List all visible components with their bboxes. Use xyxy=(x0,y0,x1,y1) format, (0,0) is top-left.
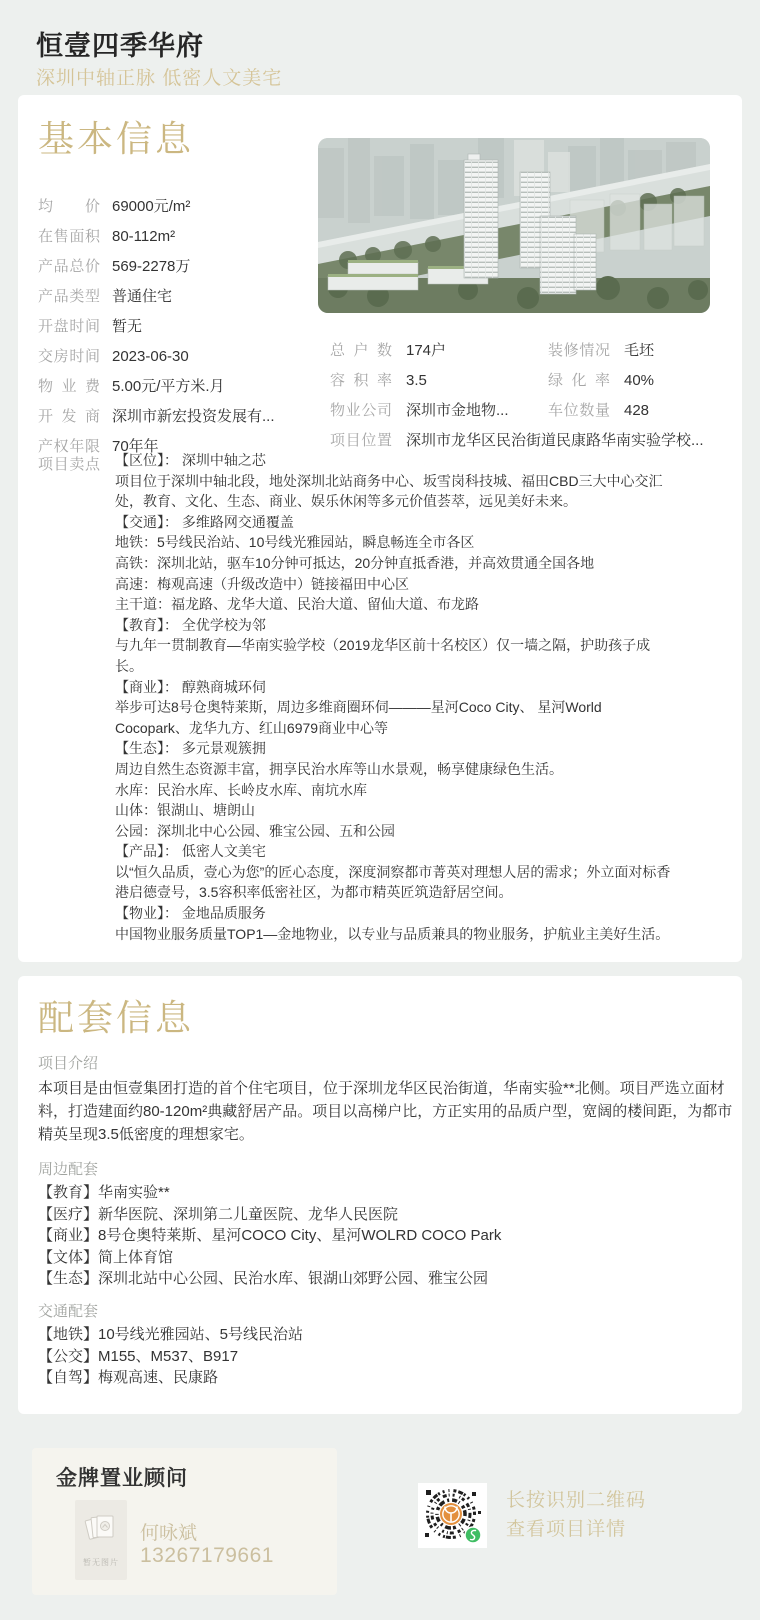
info-label: 开盘时间 xyxy=(38,318,100,335)
project-location-value: 深圳市龙华区民治街道民康路华南实验学校... xyxy=(406,432,704,449)
consultant-phone[interactable]: 13267179661 xyxy=(140,1544,274,1567)
project-intro-text: 本项目是由恒壹集团打造的首个住宅项目，位于深圳龙华区民治街道，华南实验**北侧。项目严选立面材料，打造建面约80-120m²典藏舒居产品。项目以高梯户比，方正实用的品质户型，宽阔的楼间距，为都市精英呈现3.5低密度的理想家宅。 xyxy=(38,1080,733,1143)
right-rows xyxy=(330,336,734,426)
qr-hint-line1: 长按识别二维码 xyxy=(506,1490,647,1511)
info-value: 80-112m² xyxy=(112,228,176,245)
info-value: 毛坯 xyxy=(624,342,655,359)
info-label: 产品总价 xyxy=(38,258,100,275)
info-label: 均价 xyxy=(38,198,100,215)
info-label: 物业费 xyxy=(38,378,100,395)
info-row xyxy=(38,192,323,222)
basic-info-right-column xyxy=(330,336,734,456)
info-label: 产权年限 xyxy=(38,438,100,455)
info-value: 40% xyxy=(624,372,655,389)
selling-point-line: 港启德壹号，3.5容积率低密社区，为都市精英匠筑造舒居空间。 xyxy=(115,884,513,901)
info-label: 在售面积 xyxy=(38,228,100,245)
facilities-heading: 配套信息 xyxy=(38,997,195,1038)
info-label: 项目位置 xyxy=(330,432,392,449)
info-row xyxy=(38,342,323,372)
selling-point-line: 举步可达8号仓奥特莱斯，周边多维商圈环伺———星河Coco City、 星河World xyxy=(115,699,602,716)
info-label: 产品类型 xyxy=(38,288,100,305)
project-rendering-image xyxy=(318,138,710,313)
info-row xyxy=(38,282,323,312)
info-value: 5.00元/平方米.月 xyxy=(112,378,225,395)
selling-point-line: 水库：民治水库、长岭皮水库、南坑水库 xyxy=(115,781,367,798)
selling-point-line: 项目位于深圳中轴北段，地处深圳北站商务中心、坂雪岗科技城、福田CBD三大中心交汇 xyxy=(115,472,663,489)
project-qr-code[interactable] xyxy=(418,1483,487,1548)
info-value: 2023-06-30 xyxy=(112,348,189,365)
page-title: 恒壹四季华府 xyxy=(36,31,204,61)
facility-item: 【商业】8号仓奥特莱斯、星河COCO City、星河WOLRD COCO Park xyxy=(38,1227,502,1244)
selling-point-line: 【教育】： 全优学校为邻 xyxy=(115,616,266,633)
selling-point-line: 地铁：5号线民治站、10号线光雅园站，瞬息畅连全市各区 xyxy=(115,534,475,551)
facility-item: 【文体】简上体育馆 xyxy=(38,1248,174,1266)
info-value: 428 xyxy=(624,402,650,419)
info-row xyxy=(330,336,734,366)
selling-point-line: 公园：深圳北中心公园、雅宝公园、五和公园 xyxy=(115,822,395,839)
selling-point-line: 【生态】： 多元景观簇拥 xyxy=(115,740,266,757)
photo-placeholder-text: 暂无图片 xyxy=(83,1558,119,1567)
selling-point-line: 周边自然生态资源丰富，拥享民治水库等山水景观，畅享健康绿色生活。 xyxy=(115,760,563,777)
info-row xyxy=(38,222,323,252)
facility-item: 【自驾】梅观高速、民康路 xyxy=(38,1369,219,1386)
selling-point-line: 【物业】： 金地品质服务 xyxy=(115,905,266,922)
info-value: 569-2278万 xyxy=(112,258,191,275)
selling-point-line: 【产品】： 低密人文美宅 xyxy=(115,843,266,860)
selling-point-line: 高铁：深圳北站，驱车10分钟可抵达，20分钟直抵香港，并高效贯通全国各地 xyxy=(115,554,595,571)
facility-item: 【教育】华南实验** xyxy=(38,1184,170,1201)
selling-point-line: 【商业】： 醇熟商城环伺 xyxy=(115,678,266,695)
building-rendering-icon xyxy=(318,138,710,313)
info-value: 174户 xyxy=(406,342,447,359)
info-row xyxy=(38,312,323,342)
selling-point-line: 长。 xyxy=(115,657,143,674)
surrounding-facilities-label: 周边配套 xyxy=(38,1161,99,1178)
info-row xyxy=(330,366,734,396)
info-value: 69000元/m² xyxy=(112,198,191,215)
info-row xyxy=(330,396,734,426)
selling-points-label: 项目卖点 xyxy=(38,456,100,473)
project-intro-label: 项目介绍 xyxy=(38,1055,99,1072)
consultant-name: 何咏斌 xyxy=(140,1523,198,1544)
traffic-facilities-list xyxy=(38,1324,738,1389)
qr-hint-line2: 查看项目详情 xyxy=(506,1519,627,1540)
basic-info-left-column xyxy=(38,192,323,462)
info-value: 暂无 xyxy=(112,318,143,335)
consultant-card[interactable] xyxy=(32,1448,337,1595)
s-badge-icon xyxy=(465,1527,481,1543)
page-subtitle: 深圳中轴正脉 低密人文美宅 xyxy=(36,68,283,89)
info-value: 普通住宅 xyxy=(112,288,173,305)
selling-point-line: 处，教育、文化、生态、商业、娱乐休闲等多元价值荟萃，远见美好未来。 xyxy=(115,493,577,510)
selling-point-line: 山体：银湖山、塘朗山 xyxy=(115,802,255,819)
facility-item: 【公交】M155、M537、B917 xyxy=(38,1347,239,1365)
info-label: 绿化率 xyxy=(548,372,610,389)
info-label: 装修情况 xyxy=(548,342,610,359)
selling-point-line: 中国物业服务质量TOP1—金地物业，以专业与品质兼具的物业服务，护航业主美好生活。 xyxy=(115,925,670,942)
selling-point-line: Cocopark、龙华九方、红山6979商业中心等 xyxy=(115,719,389,736)
info-label: 车位数量 xyxy=(548,402,610,419)
selling-point-line: 高速：梅观高速（升级改造中）链接福田中心区 xyxy=(115,575,409,592)
selling-point-line: 以“恒久品质，壹心为您”的匠心态度，深度洞察都市菁英对理想人居的需求；外立面对标香 xyxy=(115,863,671,880)
info-label: 容积率 xyxy=(330,372,392,389)
selling-point-line: 【区位】： 深圳中轴之芯 xyxy=(115,452,266,468)
selling-point-line: 与九年一贯制教育—华南实验学校（2019龙华区前十名校区）仅一墙之隔，护助孩子成 xyxy=(115,637,651,654)
qr-hint-text xyxy=(506,1486,646,1544)
info-label: 物业公司 xyxy=(330,402,392,419)
info-value: 70年年 xyxy=(112,438,159,455)
traffic-facilities-label: 交通配套 xyxy=(38,1303,99,1320)
selling-points-text xyxy=(115,450,740,944)
basic-info-card xyxy=(18,95,742,962)
facility-item: 【医疗】新华医院、深圳第二儿童医院、龙华人民医院 xyxy=(38,1205,399,1223)
info-value: 深圳市金地物... xyxy=(406,402,509,419)
info-row xyxy=(38,372,323,402)
info-value: 3.5 xyxy=(406,372,427,389)
surrounding-facilities-list xyxy=(38,1182,738,1290)
info-row xyxy=(38,402,323,432)
wechat-minicode-icon xyxy=(418,1483,487,1548)
info-label: 交房时间 xyxy=(38,348,100,365)
info-row xyxy=(38,252,323,282)
photo-stack-icon xyxy=(84,1513,118,1543)
basic-info-heading: 基本信息 xyxy=(38,118,195,159)
info-label: 开发商 xyxy=(38,408,100,425)
consultant-photo-placeholder xyxy=(75,1500,127,1580)
selling-point-line: 【交通】： 多维路网交通覆盖 xyxy=(115,513,294,530)
info-label: 总户数 xyxy=(330,342,392,359)
facilities-card xyxy=(18,976,742,1414)
facility-item: 【地铁】10号线光雅园站、5号线民治站 xyxy=(38,1326,304,1343)
consultant-card-title: 金牌置业顾问 xyxy=(56,1467,188,1490)
selling-point-line: 主干道：福龙路、龙华大道、民治大道、留仙大道、布龙路 xyxy=(115,596,479,613)
facility-item: 【生态】深圳北站中心公园、民治水库、银湖山郊野公园、雅宝公园 xyxy=(38,1270,489,1287)
info-value: 深圳市新宏投资发展有... xyxy=(112,408,275,425)
